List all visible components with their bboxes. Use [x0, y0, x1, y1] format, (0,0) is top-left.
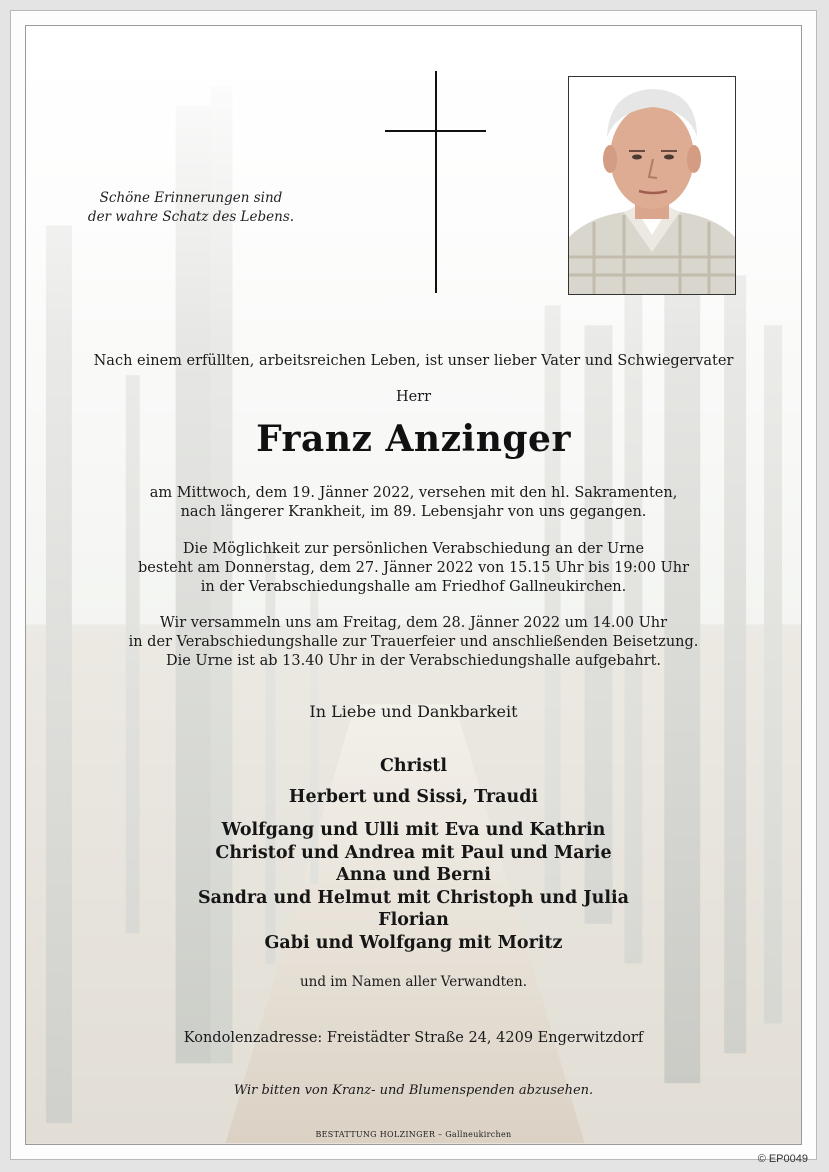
- ceremony-info: [26, 614, 801, 671]
- cross-icon-bar: [385, 130, 486, 132]
- parte-inner-border: [25, 25, 802, 1145]
- funeral-home-footer: BESTATTUNG HOLZINGER – Gallneukirchen: [315, 1130, 512, 1139]
- parte-page: [10, 10, 817, 1165]
- template-code: © EP0049: [757, 1153, 808, 1165]
- farewell-text-line: Die Möglichkeit zur persönlichen Verabschiedung an der Urne: [182, 541, 645, 557]
- mourner-children: Herbert und Sissi, Traudi: [288, 787, 539, 807]
- mourner-grandchildren: [26, 819, 801, 954]
- portrait-photo: [568, 76, 736, 295]
- death-text-line: am Mittwoch, dem 19. Jänner 2022, versehen mit den hl. Sakramenten,: [149, 485, 678, 501]
- flower-request: Wir bitten von Kranz- und Blumenspenden abzusehen.: [233, 1083, 594, 1098]
- grandchildren-line: Sandra und Helmut mit Christoph und Julia: [197, 887, 630, 908]
- grandchildren-line: Florian: [378, 910, 449, 930]
- death-announcement: [26, 484, 801, 522]
- cross-icon: [435, 71, 437, 293]
- grandchildren-line: Christof und Andrea mit Paul und Marie: [215, 842, 612, 863]
- salutation: Herr: [395, 389, 432, 405]
- ceremony-text-line: Wir versammeln uns am Freitag, dem 28. Jänner 2022 um 14.00 Uhr: [159, 615, 668, 631]
- relatives-line: und im Namen aller Verwandten.: [299, 974, 528, 990]
- gratitude-line: In Liebe und Dankbarkeit: [309, 702, 518, 721]
- farewell-text-line: in der Verabschiedungshalle am Friedhof Gallneukirchen.: [200, 579, 627, 595]
- motto-line: Schöne Erinnerungen sind: [99, 190, 283, 206]
- intro-text: Nach einem erfüllten, arbeitsreichen Leben, ist unser lieber Vater und Schwiegervater: [93, 353, 734, 369]
- condolence-address: Kondolenzadresse: Freistädter Straße 24, 4209 Engerwitzdorf: [183, 1030, 644, 1046]
- mourner-spouse: Christl: [379, 756, 448, 776]
- parte-content: [26, 26, 801, 1144]
- deceased-name: Franz Anzinger: [256, 418, 571, 460]
- grandchildren-line: Gabi und Wolfgang mit Moritz: [264, 932, 563, 953]
- ceremony-text-line: Die Urne ist ab 13.40 Uhr in der Verabschiedungshalle aufgebahrt.: [165, 653, 662, 669]
- motto-line: der wahre Schatz des Lebens.: [87, 209, 295, 225]
- motto: [76, 189, 306, 227]
- farewell-text-line: besteht am Donnerstag, dem 27. Jänner 2022 von 15.15 Uhr bis 19:00 Uhr: [137, 560, 690, 576]
- grandchildren-line: Wolfgang und Ulli mit Eva und Kathrin: [221, 820, 606, 840]
- farewell-info: [26, 540, 801, 597]
- portrait-illustration: [569, 77, 735, 294]
- death-text-line: nach längerer Krankheit, im 89. Lebensjahr von uns gegangen.: [180, 504, 647, 520]
- ceremony-text-line: in der Verabschiedungshalle zur Trauerfeier und anschließenden Beisetzung.: [128, 634, 699, 650]
- grandchildren-line: Anna und Berni: [336, 865, 491, 885]
